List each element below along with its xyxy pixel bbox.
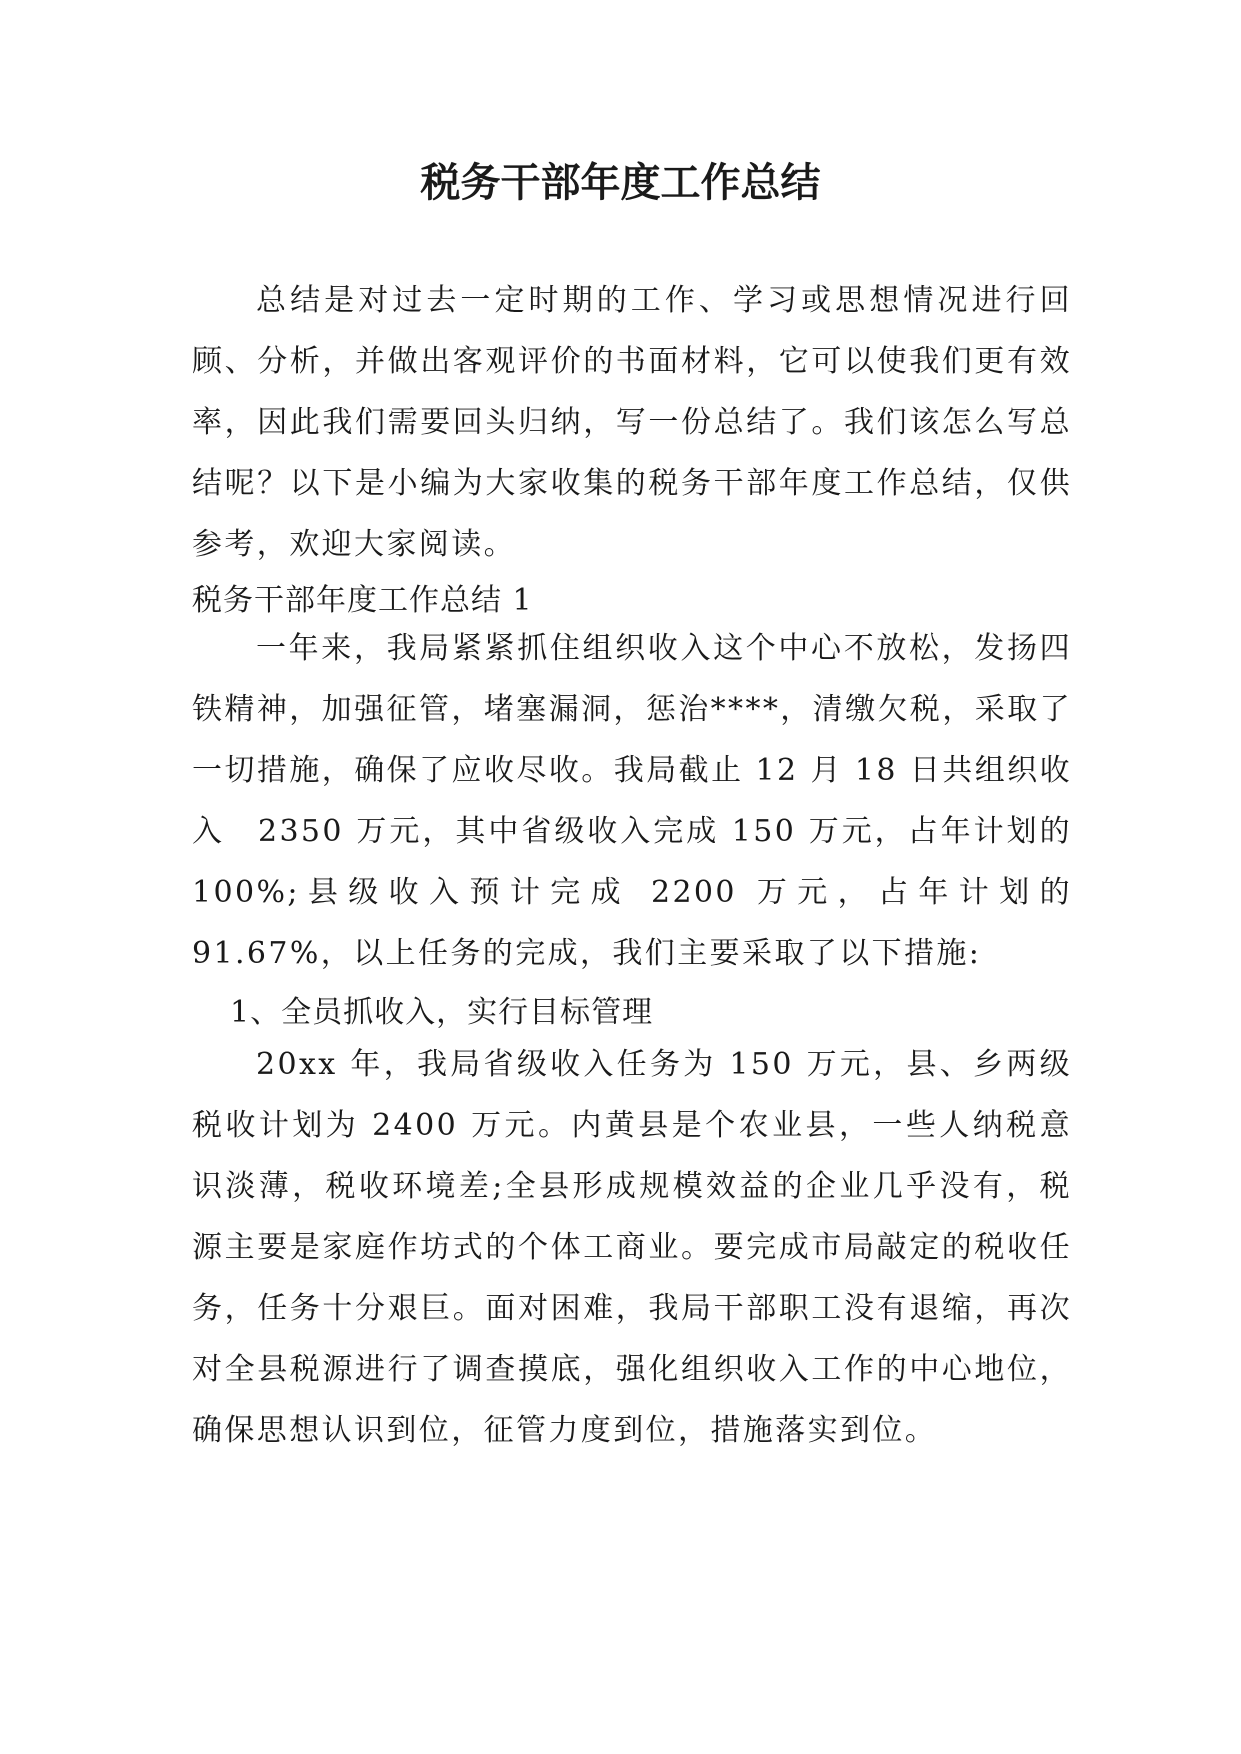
section-title: 税务干部年度工作总结 1 (192, 583, 533, 618)
subheading: 1、全员抓收入，实行目标管理 (230, 995, 654, 1030)
document-title: 税务干部年度工作总结 (420, 160, 821, 206)
section-paragraph: 一年来，我局紧紧抓住组织收入这个中心不放松，发扬四铁精神，加强征管，堵塞漏洞，惩治****，清缴欠税，采取了一切措施，确保了应收尽收。我局截止 12 月 18 日共组织收入 2350 万元，其中省级收入完成 150 万元，占年计划的 100%;县级收入预计完成 2200 万元，占年计划的 91.67%，以上任务的完成，我们主要采取了以下措施: (192, 631, 1072, 971)
intro-paragraph: 总结是对过去一定时期的工作、学习或思想情况进行回顾、分析，并做出客观评价的书面材料，它可以使我们更有效率，因此我们需要回头归纳，写一份总结了。我们该怎么写总结呢？以下是小编为大家收集的税务干部年度工作总结，仅供参考，欢迎大家阅读。 (192, 283, 1072, 562)
subsection-paragraph: 20xx 年，我局省级收入任务为 150 万元，县、乡两级税收计划为 2400 万元。内黄县是个农业县，一些人纳税意识淡薄，税收环境差;全县形成规模效益的企业几乎没有，税源主要是家庭作坊式的个体工商业。要完成市局敲定的税收任务，任务十分艰巨。面对困难，我局干部职工没有退缩，再次对全县税源进行了调查摸底，强化组织收入工作的中心地位，确保思想认识到位，征管力度到位，措施落实到位。 (192, 1047, 1072, 1448)
